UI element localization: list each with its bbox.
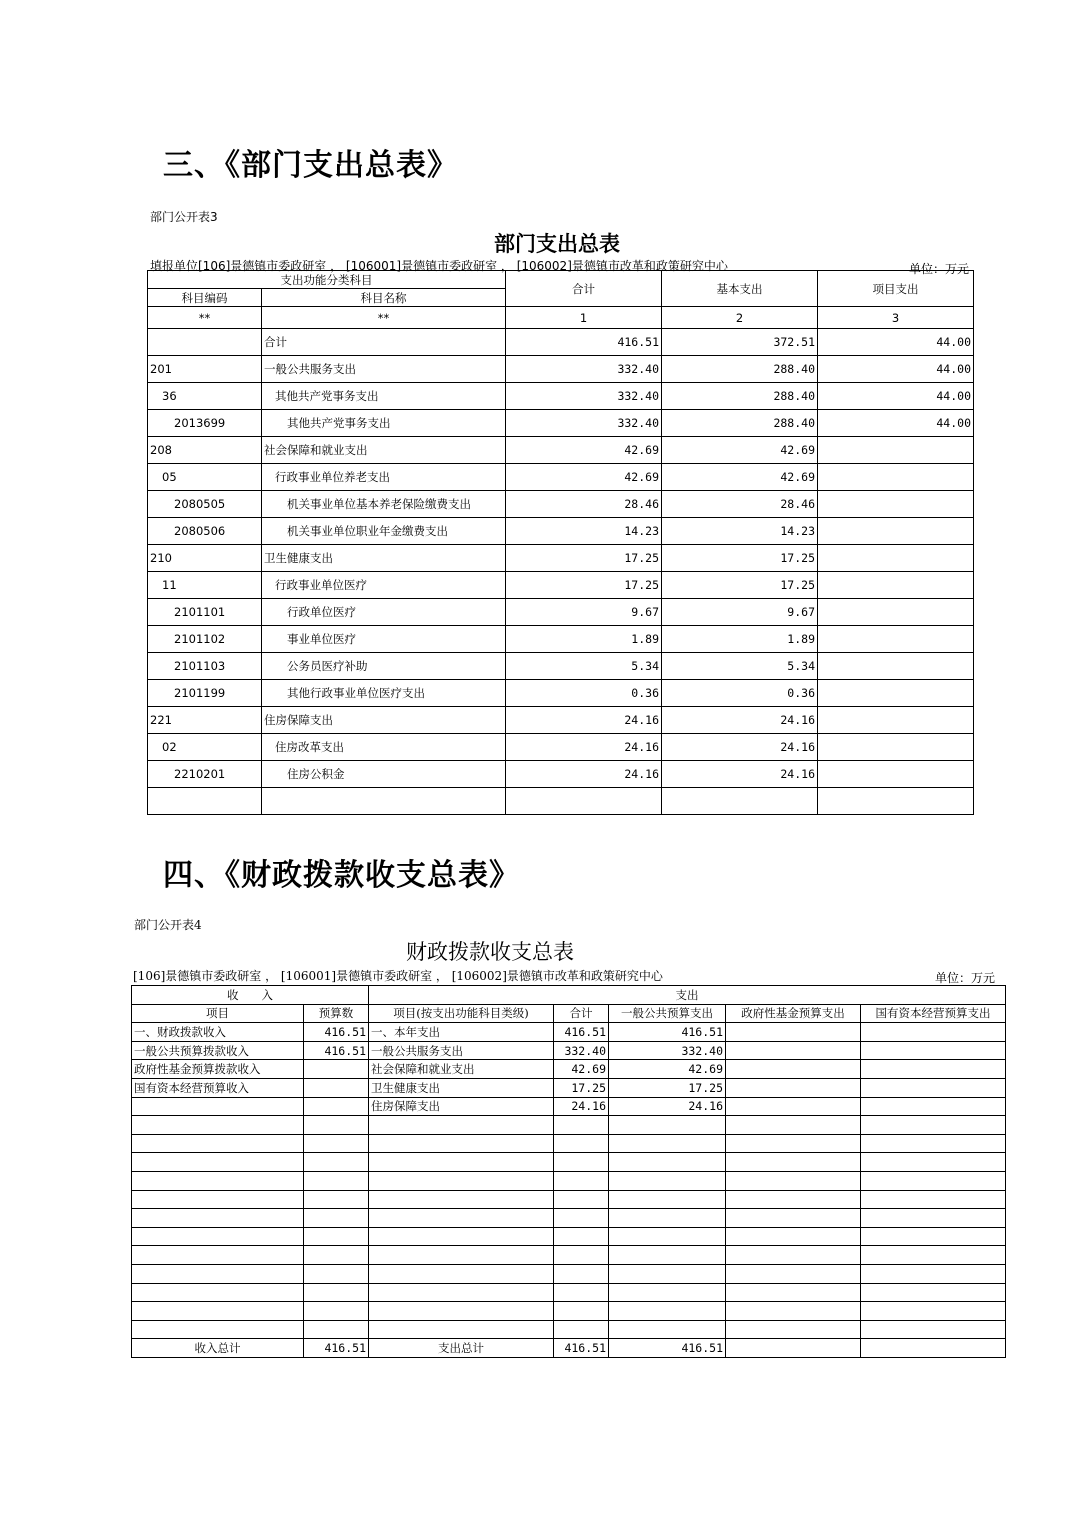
subject-name [262, 788, 506, 815]
income-amount [304, 1302, 369, 1321]
table-row [132, 1302, 1006, 1321]
subject-code: 2101103 [148, 653, 262, 680]
expense-state-capital [861, 1283, 1006, 1302]
header-exp-total: 合计 [554, 1004, 609, 1023]
header-gov-fund: 政府性基金预算支出 [726, 1004, 861, 1023]
expense-item [369, 1227, 554, 1246]
table-row [132, 1023, 1006, 1042]
expense-gov-fund [726, 1209, 861, 1228]
expense-total: 42.69 [554, 1060, 609, 1079]
subject-name: 社会保障和就业支出 [262, 437, 506, 464]
amount-basic: 24.16 [662, 761, 818, 788]
expense-general [609, 1227, 726, 1246]
subject-code: 2101102 [148, 626, 262, 653]
subject-name: 公务员医疗补助 [262, 653, 506, 680]
table-row [132, 1227, 1006, 1246]
subject-name: 机关事业单位职业年金缴费支出 [262, 518, 506, 545]
subject-code: 208 [148, 437, 262, 464]
income-amount [304, 1320, 369, 1339]
expense-state-capital [861, 1153, 1006, 1172]
table-row [132, 1134, 1006, 1153]
amount-basic: 24.16 [662, 734, 818, 761]
subject-name: 机关事业单位基本养老保险缴费支出 [262, 491, 506, 518]
expense-total: 332.40 [554, 1041, 609, 1060]
expense-state-capital [861, 1209, 1006, 1228]
income-item [132, 1227, 304, 1246]
subject-name: 住房改革支出 [262, 734, 506, 761]
expense-general [609, 1209, 726, 1228]
table-row [148, 410, 974, 437]
header-name: 科目名称 [262, 289, 506, 307]
subject-name: 其他共产党事务支出 [262, 410, 506, 437]
expense-general: 332.40 [609, 1041, 726, 1060]
amount-project [818, 572, 974, 599]
expense-gov-fund [726, 1320, 861, 1339]
expense-total [554, 1227, 609, 1246]
amount-project: 44.00 [818, 383, 974, 410]
income-item [132, 1134, 304, 1153]
amount-total: 14.23 [506, 518, 662, 545]
expense-item [369, 1134, 554, 1153]
header-state-capital: 国有资本经营预算支出 [861, 1004, 1006, 1023]
income-item [132, 1283, 304, 1302]
subject-code: 11 [148, 572, 262, 599]
income-item [132, 1302, 304, 1321]
amount-total: 42.69 [506, 437, 662, 464]
income-item: 政府性基金预算拨款收入 [132, 1060, 304, 1079]
expense-item [369, 1264, 554, 1283]
header-general-budget: 一般公共预算支出 [609, 1004, 726, 1023]
expense-gov-fund [726, 1116, 861, 1135]
subject-name: 合计 [262, 329, 506, 356]
amount-total: 42.69 [506, 464, 662, 491]
subject-code: 2013699 [148, 410, 262, 437]
table-row [132, 1246, 1006, 1265]
expense-total-gov-fund [726, 1339, 861, 1358]
amount-total: 5.34 [506, 653, 662, 680]
section4-table-title: 财政拨款收支总表 [406, 940, 574, 964]
expense-item [369, 1153, 554, 1172]
income-amount: 416.51 [304, 1041, 369, 1060]
subject-code: 2101101 [148, 599, 262, 626]
table-row [148, 437, 974, 464]
expense-total [554, 1171, 609, 1190]
table-row [132, 1078, 1006, 1097]
expense-gov-fund [726, 1060, 861, 1079]
header-basic: 基本支出 [662, 271, 818, 307]
income-amount [304, 1246, 369, 1265]
amount-total: 24.16 [506, 761, 662, 788]
amount-basic: 17.25 [662, 572, 818, 599]
amount-project [818, 491, 974, 518]
income-item [132, 1320, 304, 1339]
expense-item: 社会保障和就业支出 [369, 1060, 554, 1079]
header-item: 项目 [132, 1004, 304, 1023]
appropriation-rows [132, 1023, 1006, 1339]
table-row [132, 1116, 1006, 1135]
amount-total: 332.40 [506, 383, 662, 410]
expense-gov-fund [726, 1153, 861, 1172]
subject-code: 201 [148, 356, 262, 383]
subject-name: 行政事业单位医疗 [262, 572, 506, 599]
amount-basic: 42.69 [662, 437, 818, 464]
amount-project [818, 545, 974, 572]
expense-state-capital [861, 1320, 1006, 1339]
income-total-label: 收入总计 [132, 1339, 304, 1358]
expense-general [609, 1116, 726, 1135]
table-row [132, 1320, 1006, 1339]
table-row [148, 626, 974, 653]
subject-name: 其他行政事业单位医疗支出 [262, 680, 506, 707]
subject-name: 住房公积金 [262, 761, 506, 788]
expense-general [609, 1302, 726, 1321]
amount-total: 17.25 [506, 572, 662, 599]
amount-basic: 288.40 [662, 410, 818, 437]
table-row [132, 1283, 1006, 1302]
subject-code: 221 [148, 707, 262, 734]
expense-total-state-capital [861, 1339, 1006, 1358]
subject-code: 2210201 [148, 761, 262, 788]
subject-name: 卫生健康支出 [262, 545, 506, 572]
section3-table-title: 部门支出总表 [494, 231, 620, 256]
income-amount: 416.51 [304, 1023, 369, 1042]
expense-total: 17.25 [554, 1078, 609, 1097]
header-name-mark: ** [262, 307, 506, 329]
expense-gov-fund [726, 1246, 861, 1265]
income-amount [304, 1283, 369, 1302]
expense-total [554, 1264, 609, 1283]
income-item [132, 1190, 304, 1209]
section3-filing-unit: 填报单位[106]景德镇市委政研室 ， [106001]景德镇市委政研室 ， [106002]景德镇市改革和政策研究中心 [150, 259, 728, 273]
table-row [148, 545, 974, 572]
table-row [148, 491, 974, 518]
expense-total [554, 1209, 609, 1228]
expense-item: 卫生健康支出 [369, 1078, 554, 1097]
table-row [132, 1264, 1006, 1283]
amount-basic: 9.67 [662, 599, 818, 626]
income-amount [304, 1060, 369, 1079]
expense-gov-fund [726, 1171, 861, 1190]
table-row [132, 1060, 1006, 1079]
expense-general [609, 1153, 726, 1172]
expense-general [609, 1320, 726, 1339]
income-amount [304, 1264, 369, 1283]
subject-name: 其他共产党事务支出 [262, 383, 506, 410]
amount-basic: 28.46 [662, 491, 818, 518]
table-row [132, 1209, 1006, 1228]
expense-gov-fund [726, 1227, 861, 1246]
table-row [148, 680, 974, 707]
table-row [132, 1153, 1006, 1172]
amount-total: 332.40 [506, 410, 662, 437]
header-total: 合计 [506, 271, 662, 307]
expense-state-capital [861, 1060, 1006, 1079]
table-row [148, 518, 974, 545]
subject-code: 210 [148, 545, 262, 572]
expense-total [554, 1320, 609, 1339]
income-item [132, 1171, 304, 1190]
section4-heading: 四、《财政拨款收支总表》 [163, 858, 520, 893]
income-item: 一般公共预算拨款收入 [132, 1041, 304, 1060]
expense-state-capital [861, 1078, 1006, 1097]
header-expense: 支出 [369, 986, 1006, 1005]
expense-total [554, 1134, 609, 1153]
header-category-group: 支出功能分类科目 [148, 271, 506, 289]
expense-total [554, 1283, 609, 1302]
subject-code: 36 [148, 383, 262, 410]
amount-basic: 288.40 [662, 356, 818, 383]
income-item: 一、财政拨款收入 [132, 1023, 304, 1042]
subject-code: 2101199 [148, 680, 262, 707]
expense-total [554, 1302, 609, 1321]
amount-project: 44.00 [818, 410, 974, 437]
header-project: 项目支出 [818, 271, 974, 307]
section3-form-number: 部门公开表3 [150, 210, 218, 224]
amount-project [818, 734, 974, 761]
table-row [148, 761, 974, 788]
subject-code: 2080506 [148, 518, 262, 545]
section4-form-number: 部门公开表4 [134, 918, 202, 932]
amount-project [818, 518, 974, 545]
expense-item [369, 1302, 554, 1321]
expense-general: 416.51 [609, 1023, 726, 1042]
subject-code [148, 329, 262, 356]
income-total-amount: 416.51 [304, 1339, 369, 1358]
table-row [148, 599, 974, 626]
expense-state-capital [861, 1190, 1006, 1209]
expense-gov-fund [726, 1023, 861, 1042]
income-item [132, 1264, 304, 1283]
expense-total-label: 支出总计 [369, 1339, 554, 1358]
expense-general [609, 1283, 726, 1302]
header-code: 科目编码 [148, 289, 262, 307]
table-row [148, 734, 974, 761]
expense-total [554, 1153, 609, 1172]
amount-total: 0.36 [506, 680, 662, 707]
expense-item [369, 1283, 554, 1302]
income-item [132, 1153, 304, 1172]
amount-project [818, 680, 974, 707]
subject-name: 住房保障支出 [262, 707, 506, 734]
expense-total-general: 416.51 [609, 1339, 726, 1358]
income-amount [304, 1227, 369, 1246]
expense-item [369, 1190, 554, 1209]
expenditure-rows [148, 329, 974, 815]
expense-item: 住房保障支出 [369, 1097, 554, 1116]
table-row [132, 1097, 1006, 1116]
amount-basic: 14.23 [662, 518, 818, 545]
header-budget: 预算数 [304, 1004, 369, 1023]
subject-name: 一般公共服务支出 [262, 356, 506, 383]
amount-basic: 288.40 [662, 383, 818, 410]
expense-state-capital [861, 1246, 1006, 1265]
income-amount [304, 1171, 369, 1190]
expense-item [369, 1116, 554, 1135]
expense-state-capital [861, 1227, 1006, 1246]
amount-basic: 1.89 [662, 626, 818, 653]
amount-project [818, 761, 974, 788]
expense-total [554, 1190, 609, 1209]
table-row [132, 1041, 1006, 1060]
subject-code: 02 [148, 734, 262, 761]
amount-project [818, 653, 974, 680]
income-amount [304, 1153, 369, 1172]
header-col2: 2 [662, 307, 818, 329]
expense-item [369, 1246, 554, 1265]
subject-code: 2080505 [148, 491, 262, 518]
amount-project [818, 437, 974, 464]
income-amount [304, 1190, 369, 1209]
amount-basic: 24.16 [662, 707, 818, 734]
table-row [148, 464, 974, 491]
expense-state-capital [861, 1171, 1006, 1190]
fiscal-appropriation-table [131, 985, 1006, 1358]
amount-total: 28.46 [506, 491, 662, 518]
amount-project: 44.00 [818, 329, 974, 356]
expense-gov-fund [726, 1283, 861, 1302]
subject-code [148, 788, 262, 815]
section4-unit-label: 单位：万元 [935, 971, 996, 985]
expense-state-capital [861, 1023, 1006, 1042]
amount-project [818, 599, 974, 626]
income-amount [304, 1116, 369, 1135]
expense-state-capital [861, 1302, 1006, 1321]
expense-total-amount: 416.51 [554, 1339, 609, 1358]
table-row [148, 356, 974, 383]
expense-total: 416.51 [554, 1023, 609, 1042]
expense-total [554, 1116, 609, 1135]
expense-general [609, 1171, 726, 1190]
amount-total: 17.25 [506, 545, 662, 572]
income-item [132, 1209, 304, 1228]
expense-item: 一、本年支出 [369, 1023, 554, 1042]
section4-filing-unit: [106]景德镇市委政研室 ， [106001]景德镇市委政研室 ， [106002]景德镇市改革和政策研究中心 [133, 969, 663, 983]
amount-total [506, 788, 662, 815]
amount-basic: 17.25 [662, 545, 818, 572]
table-row [148, 788, 974, 815]
table-row [132, 1190, 1006, 1209]
header-code-mark: ** [148, 307, 262, 329]
amount-basic: 0.36 [662, 680, 818, 707]
table-row [148, 329, 974, 356]
income-amount [304, 1209, 369, 1228]
section3-heading: 三、《部门支出总表》 [163, 148, 458, 183]
header-col1: 1 [506, 307, 662, 329]
expense-gov-fund [726, 1078, 861, 1097]
expense-general: 42.69 [609, 1060, 726, 1079]
income-item [132, 1116, 304, 1135]
amount-total: 9.67 [506, 599, 662, 626]
expense-gov-fund [726, 1190, 861, 1209]
amount-total: 24.16 [506, 734, 662, 761]
expense-general: 24.16 [609, 1097, 726, 1116]
expense-general [609, 1190, 726, 1209]
table-row [148, 383, 974, 410]
expense-state-capital [861, 1097, 1006, 1116]
income-amount [304, 1097, 369, 1116]
expense-general [609, 1264, 726, 1283]
expense-gov-fund [726, 1264, 861, 1283]
amount-basic: 5.34 [662, 653, 818, 680]
subject-name: 行政事业单位养老支出 [262, 464, 506, 491]
amount-total: 1.89 [506, 626, 662, 653]
header-col3: 3 [818, 307, 974, 329]
income-item: 国有资本经营预算收入 [132, 1078, 304, 1097]
subject-name: 行政单位医疗 [262, 599, 506, 626]
expense-general [609, 1246, 726, 1265]
table-row [148, 707, 974, 734]
expense-state-capital [861, 1264, 1006, 1283]
income-amount [304, 1078, 369, 1097]
table-row [148, 572, 974, 599]
expense-item [369, 1320, 554, 1339]
expense-total [554, 1246, 609, 1265]
expense-state-capital [861, 1041, 1006, 1060]
amount-basic [662, 788, 818, 815]
amount-total: 416.51 [506, 329, 662, 356]
income-amount [304, 1134, 369, 1153]
amount-total: 332.40 [506, 356, 662, 383]
section3-unit-label: 单位：万元 [909, 262, 970, 276]
amount-project: 44.00 [818, 356, 974, 383]
expense-general: 17.25 [609, 1078, 726, 1097]
expense-gov-fund [726, 1302, 861, 1321]
amount-project [818, 464, 974, 491]
expense-gov-fund [726, 1134, 861, 1153]
amount-project [818, 626, 974, 653]
expense-item [369, 1209, 554, 1228]
expense-general [609, 1134, 726, 1153]
expense-state-capital [861, 1134, 1006, 1153]
header-income: 收 入 [132, 986, 369, 1005]
amount-total: 24.16 [506, 707, 662, 734]
table-row [132, 1171, 1006, 1190]
expense-gov-fund [726, 1041, 861, 1060]
income-item [132, 1097, 304, 1116]
expense-gov-fund [726, 1097, 861, 1116]
income-item [132, 1246, 304, 1265]
header-exp-item: 项目(按支出功能科目类级) [369, 1004, 554, 1023]
department-expenditure-table [147, 270, 974, 815]
amount-project [818, 788, 974, 815]
amount-basic: 372.51 [662, 329, 818, 356]
expense-state-capital [861, 1116, 1006, 1135]
subject-name: 事业单位医疗 [262, 626, 506, 653]
amount-project [818, 707, 974, 734]
expense-item [369, 1171, 554, 1190]
expense-total: 24.16 [554, 1097, 609, 1116]
table-row [148, 653, 974, 680]
amount-basic: 42.69 [662, 464, 818, 491]
expense-item: 一般公共服务支出 [369, 1041, 554, 1060]
subject-code: 05 [148, 464, 262, 491]
